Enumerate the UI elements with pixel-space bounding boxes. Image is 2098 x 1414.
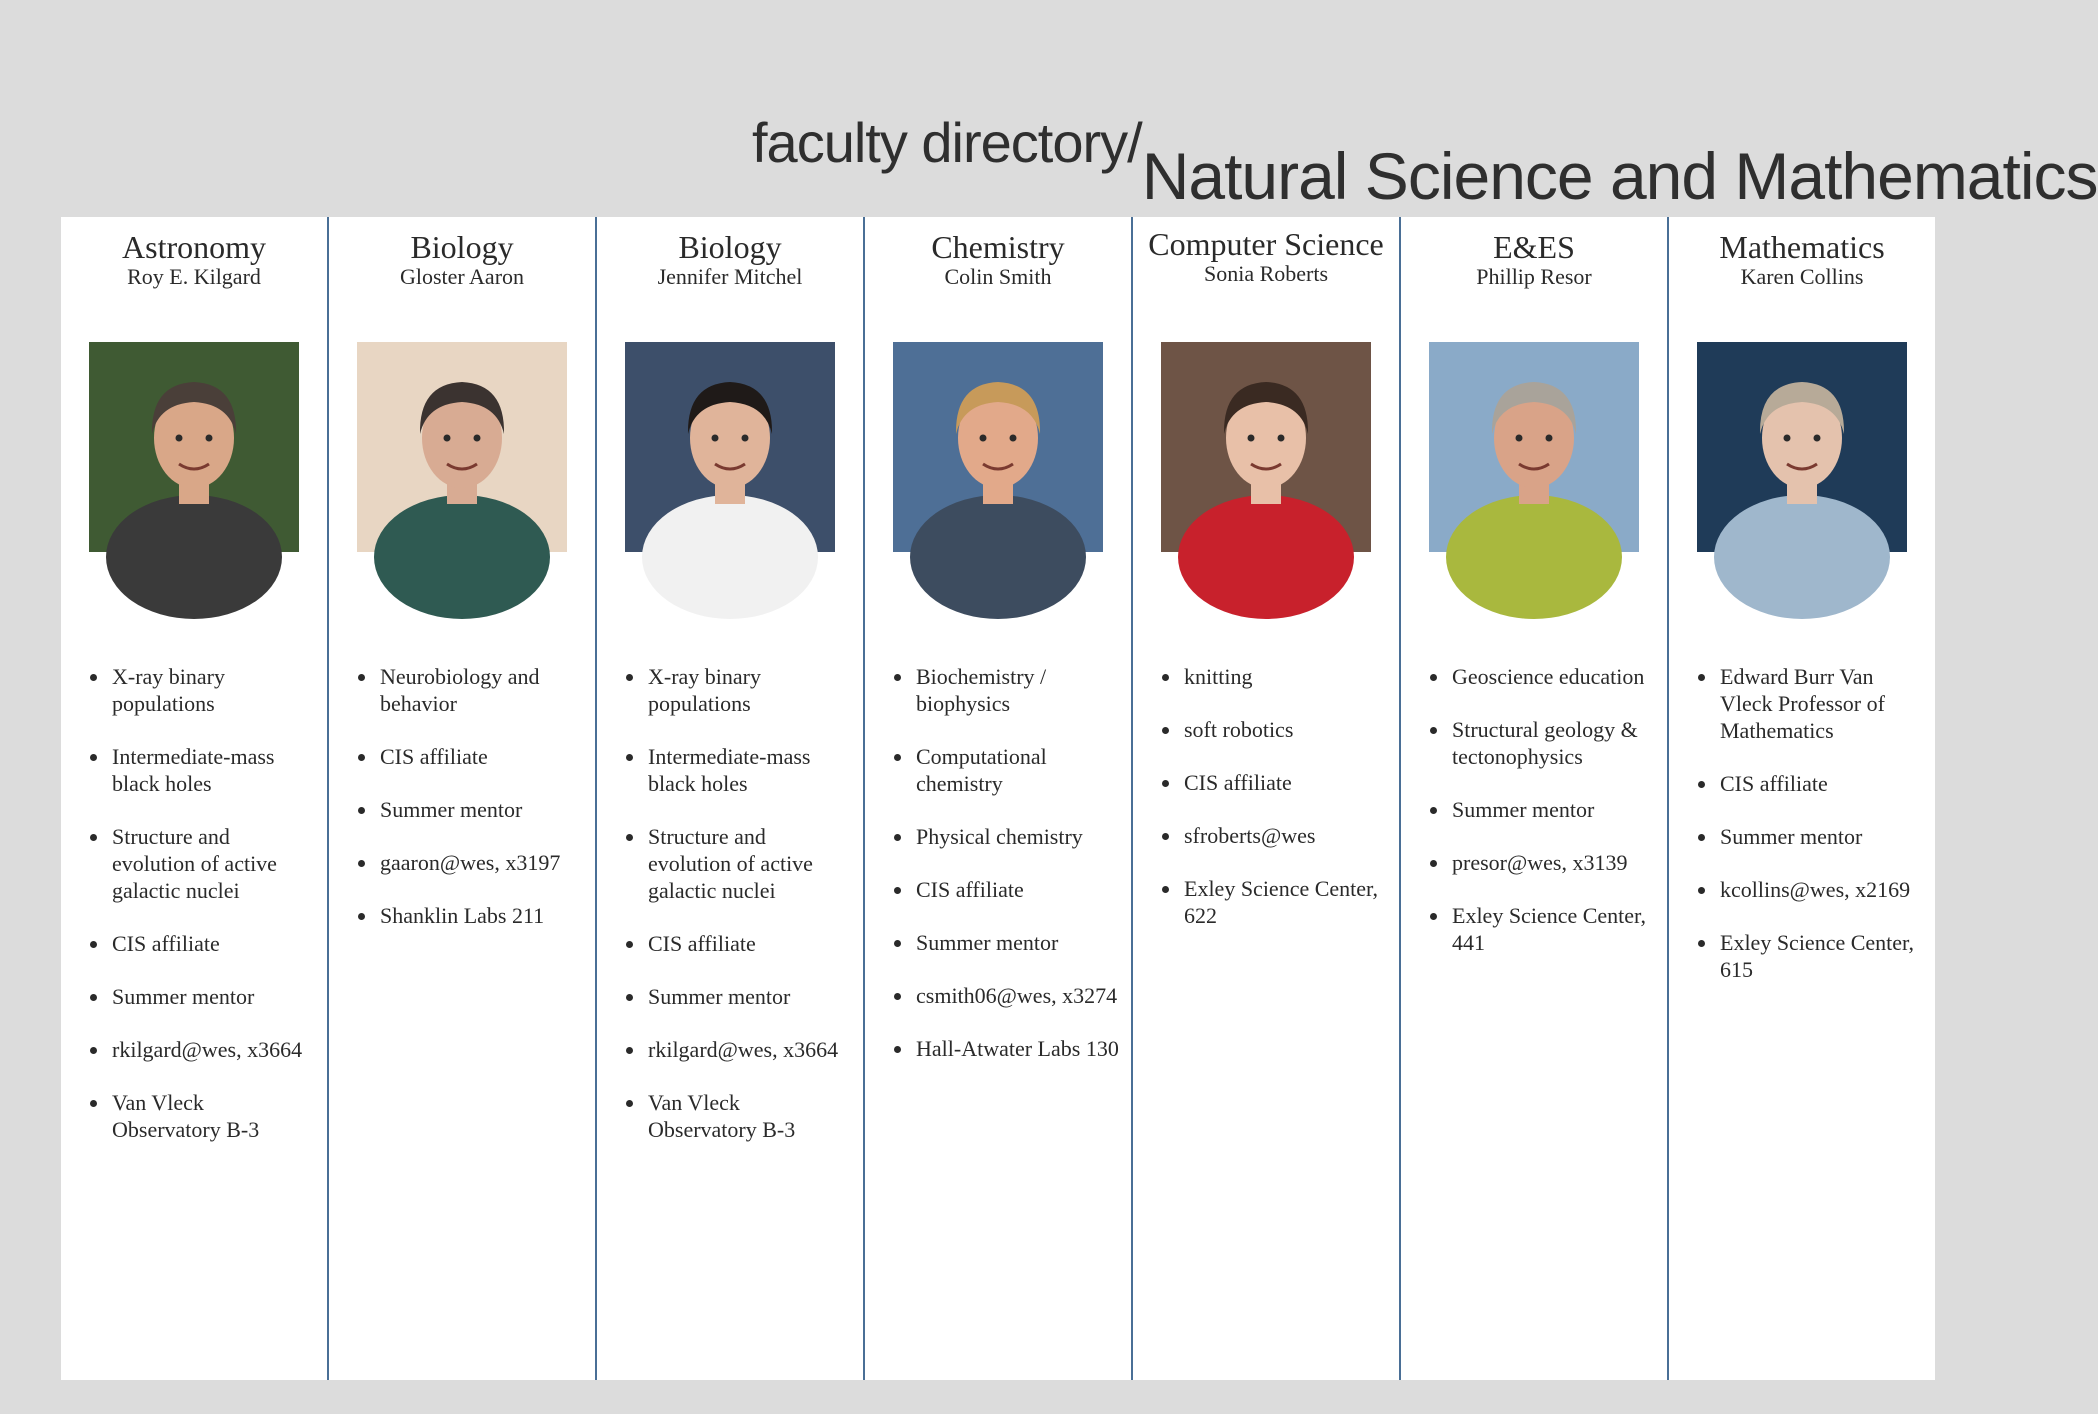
department-name: Computer Science: [1148, 226, 1384, 262]
avatar: [893, 342, 1103, 552]
avatar: [1429, 342, 1639, 552]
portrait-graphic: [357, 342, 567, 552]
faculty-column: [1667, 217, 1935, 1380]
list-item: • Structural geology & tectonophysics: [1450, 716, 1657, 770]
avatar: [1161, 342, 1371, 552]
list-item: • rkilgard@wes, x3664: [110, 1036, 317, 1063]
portrait-graphic: [1429, 342, 1639, 552]
avatar: [625, 342, 835, 552]
list-item: • soft robotics: [1182, 716, 1389, 743]
info-list: [1401, 663, 1657, 982]
info-list: [865, 663, 1121, 1088]
faculty-column: [595, 217, 863, 1380]
list-item: • CIS affiliate: [1718, 770, 1925, 797]
list-item: • gaaron@wes, x3197: [378, 849, 585, 876]
list-item: • Edward Burr Van Vleck Professor of Mathematics: [1718, 663, 1925, 744]
list-item: • Summer mentor: [646, 983, 853, 1010]
list-item: • Neurobiology and behavior: [378, 663, 585, 717]
faculty-column: [1131, 217, 1399, 1380]
list-item: • CIS affiliate: [646, 930, 853, 957]
faculty-name: Jennifer Mitchel: [657, 264, 803, 289]
portrait-graphic: [89, 342, 299, 552]
list-item: • Summer mentor: [110, 983, 317, 1010]
faculty-column: [1399, 217, 1667, 1380]
list-item: • Summer mentor: [1718, 823, 1925, 850]
faculty-name: Karen Collins: [1740, 264, 1864, 289]
portrait-graphic: [1697, 342, 1907, 552]
list-item: • Structure and evolution of active galactic nuclei: [110, 823, 317, 904]
department-name: Mathematics: [1719, 229, 1885, 265]
info-list: [1669, 663, 1925, 1009]
list-item: • knitting: [1182, 663, 1389, 690]
list-item: • presor@wes, x3139: [1450, 849, 1657, 876]
department-name: Chemistry: [931, 229, 1065, 265]
department-name: Biology: [678, 229, 782, 265]
list-item: • Geoscience education: [1450, 663, 1657, 690]
portrait-graphic: [893, 342, 1103, 552]
faculty-name: Sonia Roberts: [1203, 261, 1329, 286]
directory-panel: [61, 217, 1935, 1380]
list-item: • X-ray binary populations: [110, 663, 317, 717]
list-item: • Exley Science Center, 622: [1182, 875, 1389, 929]
info-list: [597, 663, 853, 1169]
department-name: Astronomy: [122, 229, 266, 265]
department-name: E&ES: [1493, 229, 1575, 265]
department-name: Biology: [410, 229, 514, 265]
list-item: • Van Vleck Observatory B-3: [646, 1089, 853, 1143]
faculty-column: [327, 217, 595, 1380]
avatar: [89, 342, 299, 552]
info-list: [61, 663, 317, 1169]
list-item: • Summer mentor: [378, 796, 585, 823]
faculty-name: Gloster Aaron: [399, 264, 525, 289]
list-item: • Summer mentor: [914, 929, 1121, 956]
list-item: • Summer mentor: [1450, 796, 1657, 823]
list-item: • Exley Science Center, 441: [1450, 902, 1657, 956]
faculty-name: Roy E. Kilgard: [127, 264, 261, 289]
list-item: • rkilgard@wes, x3664: [646, 1036, 853, 1063]
list-item: • Biochemistry / biophysics: [914, 663, 1121, 717]
list-item: • Exley Science Center, 615: [1718, 929, 1925, 983]
portrait-graphic: [625, 342, 835, 552]
page-title: [752, 110, 2098, 213]
avatar: [357, 342, 567, 552]
portrait-graphic: [1161, 342, 1371, 552]
avatar: [1697, 342, 1907, 552]
list-item: • Hall-Atwater Labs 130: [914, 1035, 1121, 1062]
list-item: • sfroberts@wes: [1182, 822, 1389, 849]
list-item: • Physical chemistry: [914, 823, 1121, 850]
list-item: • kcollins@wes, x2169: [1718, 876, 1925, 903]
info-list: [329, 663, 585, 955]
info-list: [1133, 663, 1389, 955]
list-item: • Structure and evolution of active galactic nuclei: [646, 823, 853, 904]
list-item: • Shanklin Labs 211: [378, 902, 585, 929]
list-item: • CIS affiliate: [378, 743, 585, 770]
list-item: • Intermediate-mass black holes: [110, 743, 317, 797]
list-item: • csmith06@wes, x3274: [914, 982, 1121, 1009]
list-item: • CIS affiliate: [1182, 769, 1389, 796]
list-item: • CIS affiliate: [914, 876, 1121, 903]
list-item: • Van Vleck Observatory B-3: [110, 1089, 317, 1143]
title-prefix: faculty directory/: [752, 111, 1142, 174]
faculty-column: [863, 217, 1131, 1380]
list-item: • Computational chemistry: [914, 743, 1121, 797]
faculty-column: [61, 217, 327, 1380]
title-division: Natural Science and Mathematics: [1141, 139, 2098, 213]
list-item: • X-ray binary populations: [646, 663, 853, 717]
faculty-name: Colin Smith: [944, 264, 1052, 289]
list-item: • CIS affiliate: [110, 930, 317, 957]
faculty-name: Phillip Resor: [1476, 264, 1592, 289]
list-item: • Intermediate-mass black holes: [646, 743, 853, 797]
